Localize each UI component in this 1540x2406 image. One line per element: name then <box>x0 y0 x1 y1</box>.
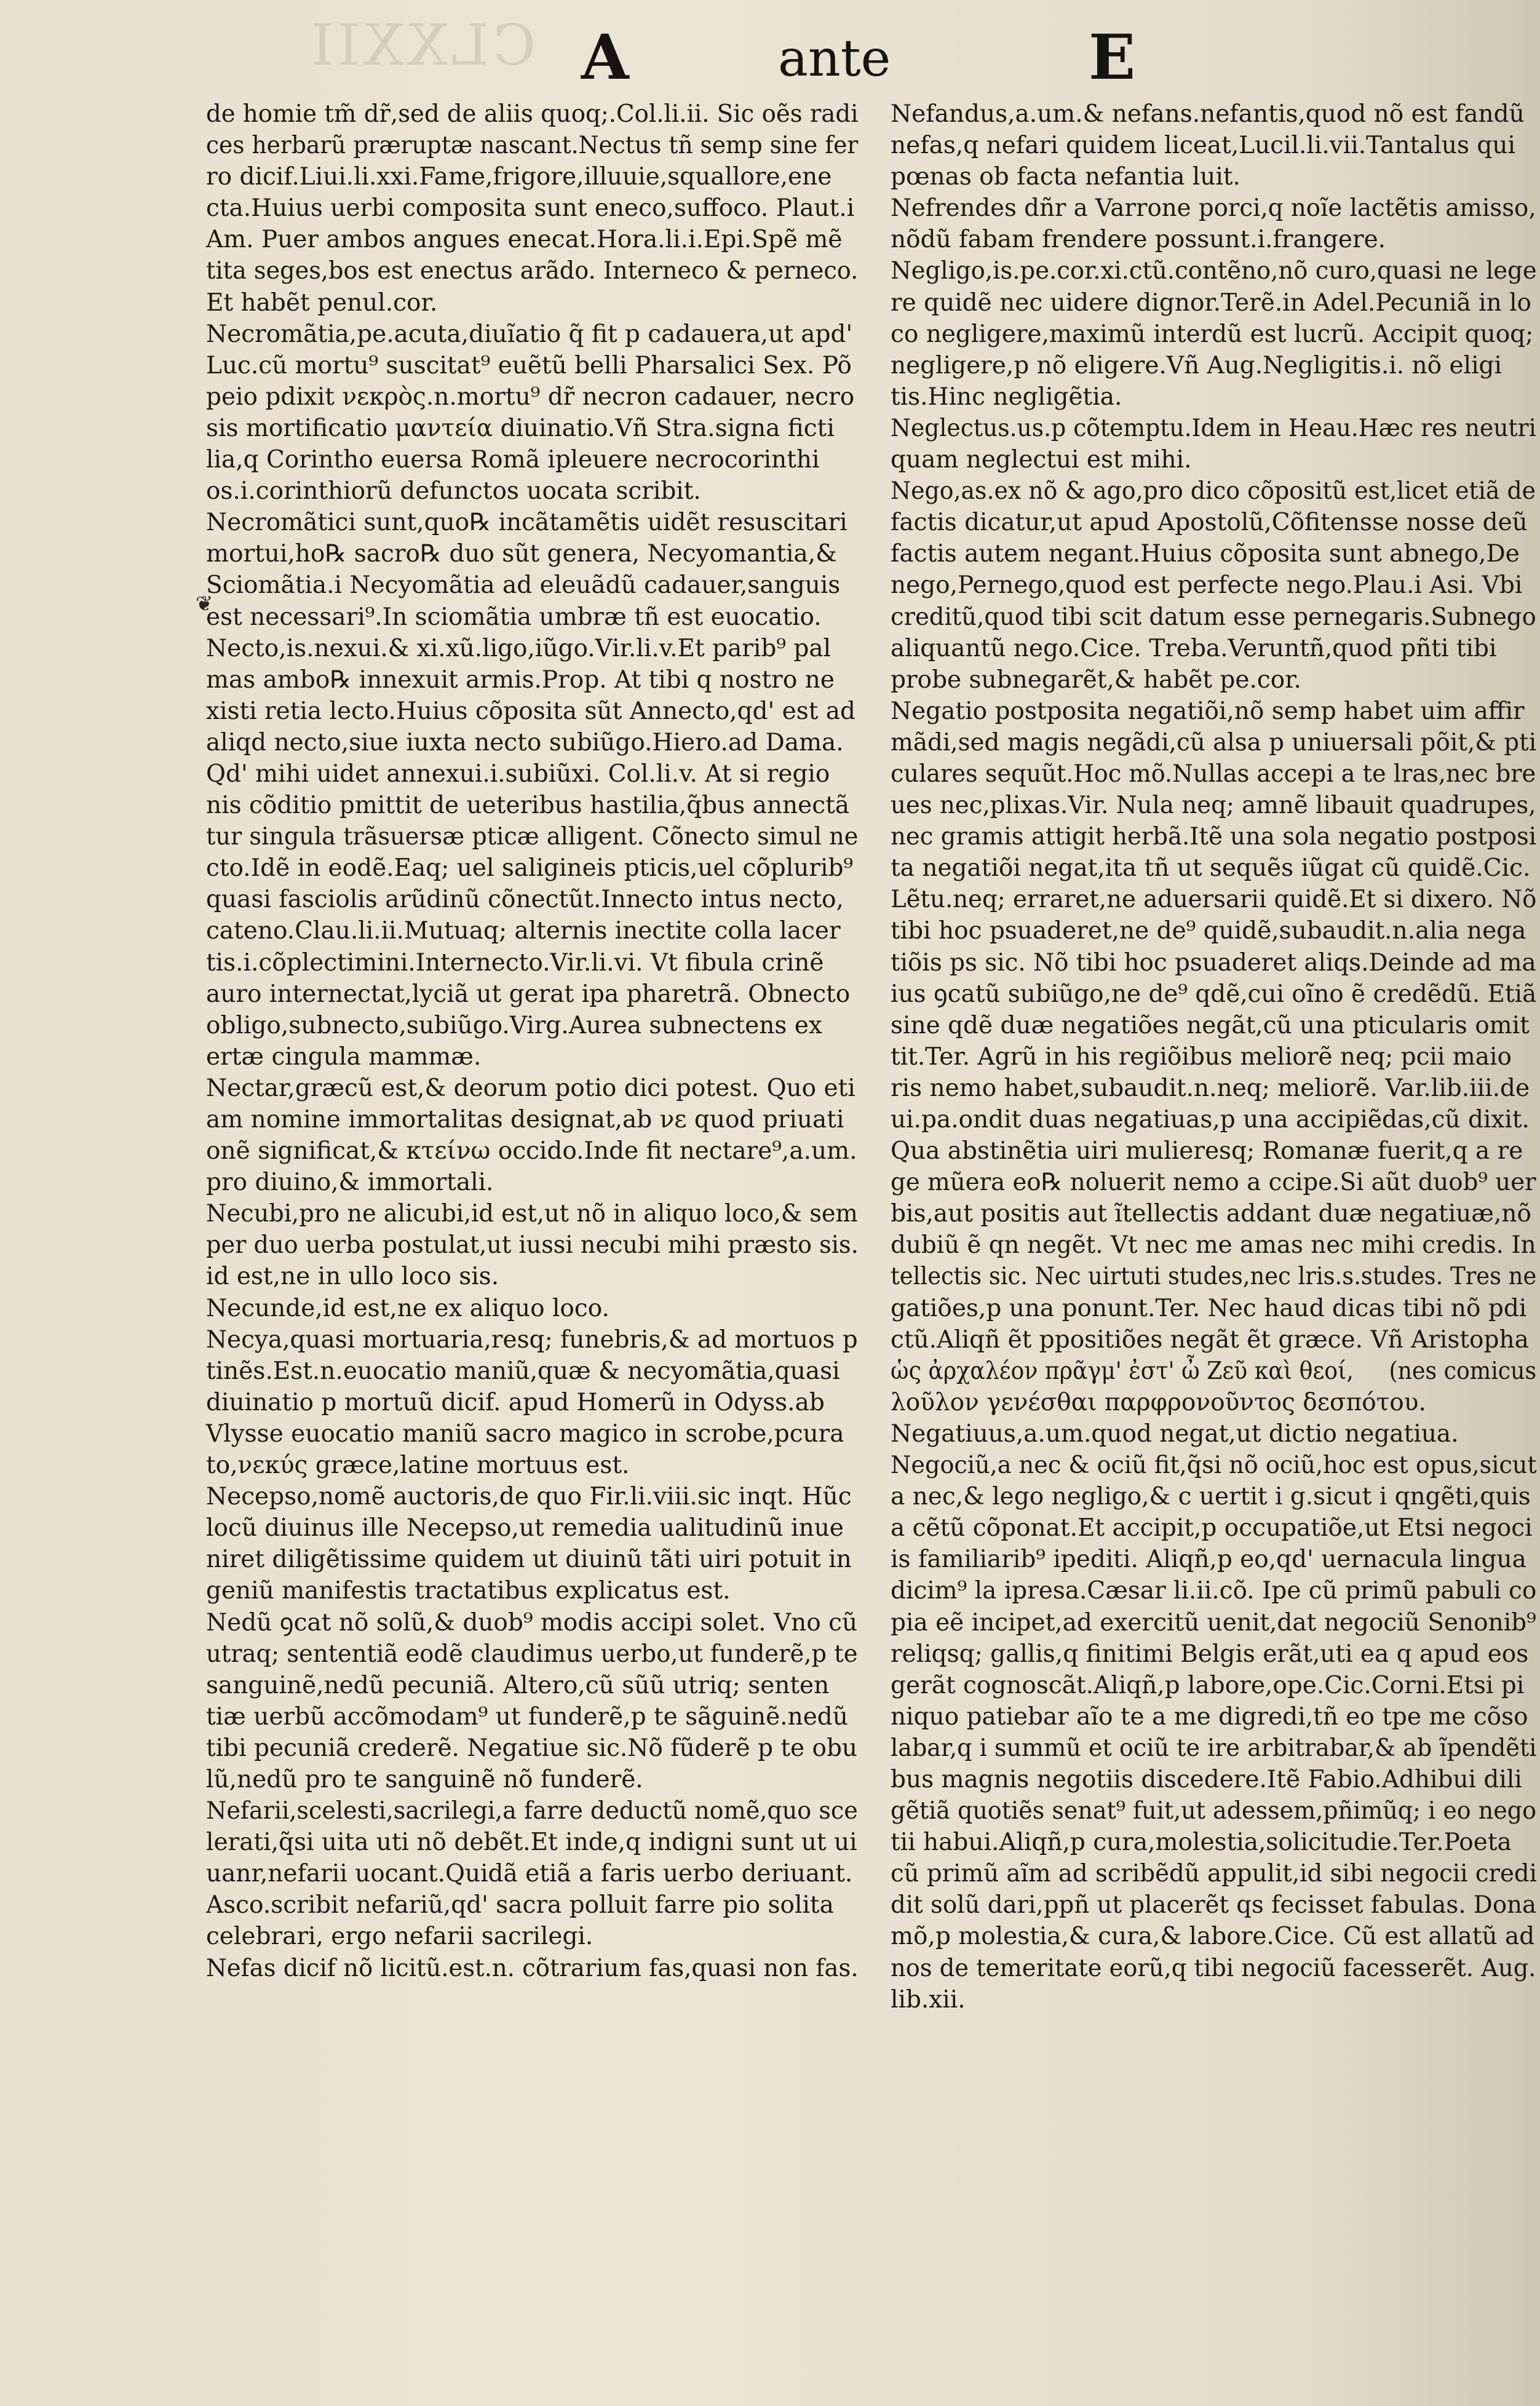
text-line: peio pdixit νεκρὸς.n.mortu⁹ dr̃ necron cadauer, necro <box>206 383 855 411</box>
text-line: cateno.Clau.li.ii.Mutuaq; alternis inectite colla lacer <box>206 917 841 945</box>
text-line: ertæ cingula mammæ. <box>206 1042 482 1071</box>
text-line: tita seges,bos est enectus arãdo. Interneco & perneco. <box>206 257 859 285</box>
text-line: tur singula trãsuersæ pticæ alligent. Cõnecto simul ne <box>206 823 859 851</box>
text-line: Qua abstinẽtia uiri mulieresq; Romanæ fuerit,q a re <box>891 1137 1523 1165</box>
text-line: gẽtiã quotiẽs senat⁹ fuit,ut adessem,pñimũq; i eo nego <box>891 1797 1536 1825</box>
text-line: Necromãtici sunt,quo℞ incãtamẽtis uidẽt resuscitari <box>206 509 847 537</box>
text-line: mas ambo℞ innexuit armis.Prop. At tibi q nostro ne <box>206 665 835 694</box>
bleed-through-text: CLXXII <box>308 12 536 78</box>
text-line: Necubi,pro ne alicubi,id est,ut nõ in aliquo loco,& sem <box>206 1200 858 1228</box>
text-line: re quidẽ nec uidere dignor.Terẽ.in Adel.Pecuniã in lo <box>891 288 1532 317</box>
text-line: Nefarii,scelesti,sacrilegi,a farre deductũ nomẽ,quo sce <box>206 1797 858 1825</box>
text-line: Necromãtia,pe.acuta,diuĩatio q̃ fit p cadauera,ut apd' <box>206 320 853 348</box>
text-line: ge mũera eo℞ noluerit nemo a ccipe.Si aũt duob⁹ uer <box>891 1169 1536 1197</box>
left-text-column <box>206 98 858 1984</box>
text-line: Negatio postposita negatiõi,nõ semp habet uim affir <box>891 697 1525 725</box>
text-line: id est,ne in ullo loco sis. <box>206 1263 499 1291</box>
text-line: mãdi,sed magis negãdi,cũ alsa p uniuersali põit,& pti <box>891 728 1537 756</box>
text-line: lib.xii. <box>891 1985 966 2014</box>
text-line: nis cõditio pmittit de ueteribus hastilia,q̃bus annectã <box>206 792 850 820</box>
page-header <box>0 21 1540 95</box>
text-line: celebrari, ergo nefarii sacrilegi. <box>206 1923 593 1951</box>
text-line: utraq; sententiã eodẽ claudimus uerbo,ut funderẽ,p te <box>206 1640 858 1668</box>
text-line: ctũ.Aliqñ ẽt ppositiões negãt ẽt græce. Vñ Aristopha <box>891 1325 1529 1354</box>
text-line: quam neglectui est mihi. <box>891 446 1192 474</box>
text-line: Negligo,is.pe.cor.xi.ctũ.contẽno,nõ curo,quasi ne lege <box>891 257 1537 285</box>
text-line: Nego,as.ex nõ & ago,pro dico cõpositũ est,licet etiã de <box>891 477 1536 506</box>
text-line: ro dicif.Liui.li.xxi.Fame,frigore,illuuie,squallore,ene <box>206 163 832 191</box>
text-line: negligere,p nõ eligere.Vñ Aug.Negligitis.i. nõ eligi <box>891 351 1502 379</box>
text-line: to,νεκύς græce,latine mortuus est. <box>206 1451 630 1480</box>
text-line: obligo,subnecto,subiũgo.Virg.Aurea subnectens ex <box>206 1011 822 1039</box>
text-line: dit solũ dari,ppñ ut placerẽt qs fecisset fabulas. Dona <box>891 1891 1537 1920</box>
text-line: Necya,quasi mortuaria,resq; funebris,& ad mortuos p <box>206 1325 858 1354</box>
text-line: sine qdẽ duæ negatiões negãt,cũ una pticularis omit <box>891 1011 1530 1039</box>
text-line: tinẽs.Est.n.euocatio maniũ,quæ & necyomãtia,quasi <box>206 1357 840 1385</box>
text-line: Lẽtu.neq; erraret,ne aduersarii quidẽ.Et si dixero. Nõ <box>891 886 1537 914</box>
text-line: lerati,q̃si uita uti nõ debẽt.Et inde,q indigni sunt ut ui <box>206 1828 857 1857</box>
text-line: Negociũ,a nec & ociũ fit,q̃si nõ ociũ,hoc est opus,sicut <box>891 1451 1537 1480</box>
text-line: is familiarib⁹ ipediti. Aliqñ,p eo,qd' uernacula lingua <box>891 1546 1526 1574</box>
text-line: uanr,nefarii uocant.Quidã etiã a faris uerbo deriuant. <box>206 1860 853 1888</box>
text-line: quasi fasciolis arũdinũ cõnectũt.Innecto intus necto, <box>206 886 844 914</box>
text-line: per duo uerba postulat,ut iussi necubi mihi præsto sis. <box>206 1231 859 1260</box>
text-line: Negatiuus,a.um.quod negat,ut dictio negatiua. <box>891 1419 1459 1448</box>
text-line: pro diuino,& immortali. <box>206 1169 494 1197</box>
text-line: locũ diuinus ille Necepso,ut remedia ualitudinũ inue <box>206 1514 844 1542</box>
text-line: Et habẽt penul.cor. <box>206 288 438 317</box>
text-line: λοῦλον γενέσθαι παρφρονοῦντος δεσπότου. <box>891 1388 1426 1416</box>
text-line: a nec,& lego negligo,& c uertit i g.sicut i qngẽti,quis <box>891 1483 1531 1511</box>
text-line: aliqd necto,siue iuxta necto subiũgo.Hiero.ad Dama. <box>206 728 844 756</box>
text-line: Necepso,nomẽ auctoris,de quo Fir.li.viii.sic inqt. Hũc <box>206 1483 852 1511</box>
text-line: Asco.scribit nefariũ,qd' sacra polluit farre pio solita <box>206 1891 834 1920</box>
text-line: Nectar,græcũ est,& deorum potio dici potest. Quo eti <box>206 1074 855 1102</box>
text-line: tellectis sic. Nec uirtuti studes,nec lris.s.studes. Tres ne <box>891 1263 1537 1291</box>
text-line: lũ,nedũ pro te sanguinẽ nõ funderẽ. <box>206 1765 643 1793</box>
text-line: est necessari⁹.In sciomãtia umbræ tñ est euocatio. <box>206 603 822 631</box>
text-line: sis mortificatio μαντεία diuinatio.Vñ Stra.signa ficti <box>206 414 835 442</box>
margin-mark: ❦ <box>196 592 213 616</box>
text-line: tit.Ter. Agrũ in his regiõibus meliorẽ neq; pcii maio <box>891 1042 1512 1071</box>
text-line: cto.Idẽ in eodẽ.Eaq; uel saligineis pticis,uel cõplurib⁹ <box>206 854 854 883</box>
text-line: Necunde,id est,ne ex aliquo loco. <box>206 1294 609 1322</box>
text-line: dubiũ ẽ qn negẽt. Vt nec me amas nec mihi credis. In <box>891 1231 1536 1260</box>
text-line: diuinatio p mortuũ dicif. apud Homerũ in Odyss.ab <box>206 1388 825 1416</box>
text-line: probe subnegarẽt,& habẽt pe.cor. <box>891 665 1301 694</box>
text-line: tis.i.cõplectimini.Internecto.Vir.li.vi. Vt fibula crinẽ <box>206 948 824 977</box>
text-line: Neglectus.us.p cõtemptu.Idem in Heau.Hæc res neutri <box>891 414 1536 442</box>
text-line: nego,Pernego,quod est perfecte nego.Plau.i Asi. Vbi <box>891 571 1523 600</box>
text-line: ces herbarũ præruptæ nascant.Nectus tñ semp sine fer <box>206 132 859 160</box>
text-line: gatiões,p una ponunt.Ter. Nec haud dicas tibi nõ pdi <box>891 1294 1527 1322</box>
text-line: dicim⁹ la ipresa.Cæsar li.ii.cõ. Ipe cũ primũ pabuli co <box>891 1577 1537 1605</box>
text-line: xisti retia lecto.Huius cõposita sũt Annecto,qd' est ad <box>206 697 856 725</box>
text-line: ues nec,plixas.Vir. Nula neq; amnẽ libauit quadrupes, <box>891 792 1536 820</box>
text-line: culares sequũt.Hoc mõ.Nullas accepi a te lras,nec bre <box>891 760 1536 788</box>
text-line: tibi hoc psuaderet,ne de⁹ quidẽ,subaudit.n.alia nega <box>891 917 1526 945</box>
text-line: creditũ,quod tibi scit datum esse pernegaris.Subnego <box>891 603 1536 631</box>
text-line: factis dicatur,ut apud Apostolũ,Cõfitensse nosse deũ <box>891 509 1528 537</box>
text-line: Nefrendes dñr a Varrone porci,q noĩe lactẽtis amisso, <box>891 194 1536 223</box>
text-line: Nedũ ꝯcat nõ solũ,& duob⁹ modis accipi solet. Vno cũ <box>206 1608 858 1637</box>
text-line: onẽ significat,& κτείνω occido.Inde fit nectare⁹,a.um. <box>206 1137 857 1165</box>
text-line: de homie tm̃ dr̃,sed de aliis quoq;.Col.li.ii. Sic oẽs radi <box>206 100 859 128</box>
text-line: nos de temeritate eorũ,q tibi negociũ facesserẽt. Aug. <box>891 1954 1536 1982</box>
text-line: co negligere,maximũ interdũ est lucrũ. Accipit quoq; <box>891 320 1534 348</box>
text-line: Qd' mihi uidet annexui.i.subiũxi. Col.li.v. At si regio <box>206 760 830 788</box>
text-line: geniũ manifestis tractatibus explicatus est. <box>206 1577 731 1605</box>
text-line: Sciomãtia.i Necyomãtia ad eleuãdũ cadauer,sanguis <box>206 571 841 600</box>
text-line: Am. Puer ambos angues enecat.Hora.li.i.Epi.Spẽ mẽ <box>206 226 843 254</box>
text-line: am nomine immortalitas designat,ab νε quod priuati <box>206 1106 844 1134</box>
text-line: ὡς ἀρχαλέον πρᾶγμ' ἐστ' ὦ Ζεῦ καὶ θεοί, (nes comicus <box>891 1357 1537 1385</box>
text-line: tiæ uerbũ accõmodam⁹ ut funderẽ,p te sãguinẽ.nedũ <box>206 1702 848 1731</box>
header-right-letter: E <box>1089 21 1136 93</box>
text-line: pœnas ob facta nefantia luit. <box>891 163 1240 191</box>
text-line: nõdũ fabam frendere possunt.i.frangere. <box>891 226 1386 254</box>
text-line: bis,aut positis aut ĩtellectis addant duæ negatiuæ,nõ <box>891 1200 1531 1228</box>
text-line: Nefas dicif nõ licitũ.est.n. cõtrarium fas,quasi non fas. <box>206 1954 859 1982</box>
text-line: factis autem negant.Huius cõposita sunt abnego,De <box>891 540 1520 568</box>
header-running-title: ante <box>778 30 891 88</box>
text-line: a cẽtũ cõponat.Et accipit,p occupatiõe,ut Etsi negoci <box>891 1514 1533 1542</box>
text-line: nec gramis attigit herbã.Itẽ una sola negatio postposi <box>891 823 1537 851</box>
text-line: nefas,q nefari quidem liceat,Lucil.li.vii.Tantalus qui <box>891 132 1515 160</box>
text-line: Vlysse euocatio maniũ sacro magico in scrobe,pcura <box>206 1419 844 1448</box>
text-line: mõ,p molestia,& cura,& labore.Cice. Cũ est allatũ ad <box>891 1923 1535 1951</box>
text-line: ta negatiõi negat,ita tñ ut sequẽs iũgat cũ quidẽ.Cic. <box>891 854 1531 883</box>
text-line: tibi pecuniã crederẽ. Negatiue sic.Nõ fũderẽ p te obu <box>206 1734 858 1762</box>
right-text-column <box>891 98 1536 2015</box>
text-line: ui.pa.ondit duas negatiuas,p una accipiẽdas,cũ dixit. <box>891 1106 1530 1134</box>
text-line: sanguinẽ,nedũ pecuniã. Altero,cũ sũũ utriq; senten <box>206 1671 830 1699</box>
text-line: niquo patiebar aĩo te a me digredi,tñ eo tpe me cõso <box>891 1702 1528 1731</box>
text-line: niret diligẽtissime quidem ut diuinũ tãti uiri potuit in <box>206 1546 852 1574</box>
text-line: ius ꝯcatũ subiũgo,ne de⁹ qdẽ,cui oĩno ẽ credẽdũ. Etiã <box>891 980 1537 1008</box>
text-line: Nefandus,a.um.& nefans.nefantis,quod nõ est fandũ <box>891 100 1525 128</box>
text-line: cta.Huius uerbi composita sunt eneco,suffoco. Plaut.i <box>206 194 855 223</box>
text-line: gerãt cognoscãt.Aliqñ,p labore,ope.Cic.Corni.Etsi pi <box>891 1671 1525 1699</box>
text-line: Necto,is.nexui.& xi.xũ.ligo,iũgo.Vir.li.v.Et parib⁹ pal <box>206 634 832 662</box>
text-line: reliqsq; gallis,q finitimi Belgis erãt,uti ea q apud eos <box>891 1640 1529 1668</box>
text-line: labar,q i summũ et ociũ te ire arbitrabar,& ab ĩpendẽti <box>891 1734 1537 1762</box>
text-line: os.i.corinthiorũ defunctos uocata scribit. <box>206 477 701 506</box>
header-left-letter: A <box>581 21 629 93</box>
text-line: lia,q Corintho euersa Romã ipleuere necrocorinthi <box>206 446 820 474</box>
text-line: auro internectat,lyciã ut gerat ipa pharetrã. Obnecto <box>206 980 851 1008</box>
text-line: pia eẽ incipet,ad exercitũ uenit,dat negociũ Senonib⁹ <box>891 1608 1536 1637</box>
text-line: tii habui.Aliqñ,p cura,molestia,solicitudie.Ter.Poeta <box>891 1828 1512 1857</box>
text-line: aliquantũ nego.Cice. Treba.Veruntñ,quod pñti tibi <box>891 634 1497 662</box>
text-line: ris nemo habet,subaudit.n.neq; meliorẽ. Var.lib.iii.de <box>891 1074 1530 1102</box>
text-line: Luc.cũ mortu⁹ suscitat⁹ euẽtũ belli Pharsalici Sex. Põ <box>206 351 852 379</box>
text-line: tis.Hinc negligẽtia. <box>891 383 1122 411</box>
text-line: bus magnis negotiis discedere.Itẽ Fabio.Adhibui dili <box>891 1765 1522 1793</box>
text-line: tiõis ps sic. Nõ tibi hoc psuaderet aliqs.Deinde ad ma <box>891 948 1536 977</box>
text-line: mortui,ho℞ sacro℞ duo sũt genera, Necyomantia,& <box>206 540 837 568</box>
text-line: cũ primũ aĩm ad scribẽdũ appulit,id sibi negocii credi <box>891 1860 1537 1888</box>
